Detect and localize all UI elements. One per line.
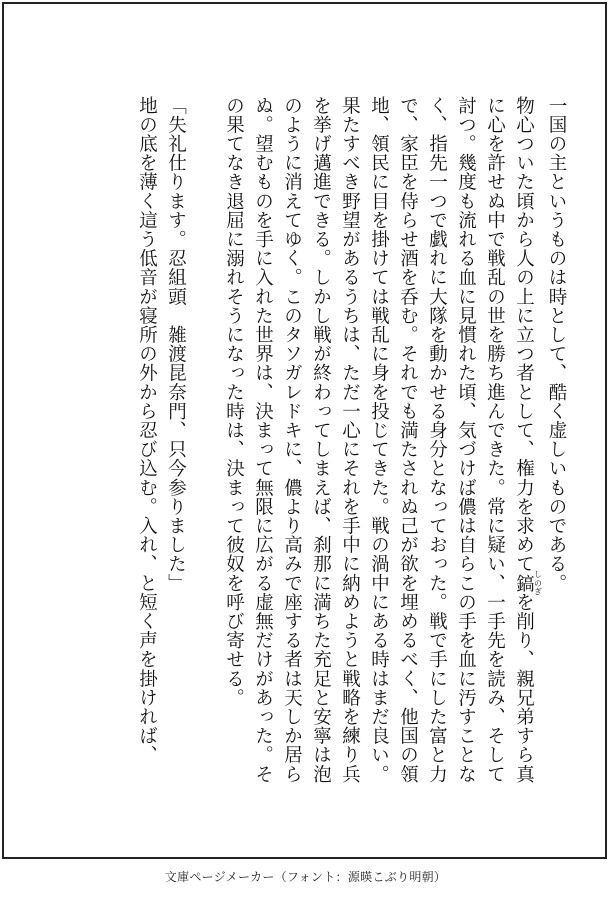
page-frame [2,2,607,859]
paragraph-opening: 一国の主というものは時として、酷く虚しいものである。 [546,96,567,593]
paragraph-main: 物心ついた頃から人の上に立つ者として、権力を求めて鎬 しのぎを削り、親兄弟すら真に心を許せぬ中で戦乱の世を勝ち進んできた。常に疑い、一手先を読み、そして討つ。幾度も流れる血に見慣れた頃、気づけば儂は自らこの手を血に汚すことなく、指先一つで戯れに大隊を動かせる身分となっておった。戦で手にした富と力で、家臣を侍らせ酒を呑む。それでも満たされぬ己が欲を埋めるべく、他国の領地、領民に目を掛けては戦乱に身を投じてきた。戦の渦中にある時はまだ良い。果たすべき野望があるうちは、ただ一心にそれを手中に納めようと戦略を練り兵を挙げ邁進できる。しかし戦が終わってしまえば、刹那に満ちた充足と安寧は泡のように消えてゆく。このタソガレドキに、儂より高みで座する者は天しか居らぬ。望むものを手に入れた世界は、決まって無限に広がる虚無だけがあった。その果てなき退屈に溺れそうになった時は、決まって彼奴を呼び寄せる。 [223,96,543,784]
footer-label: 文庫ページメーカー（フォント：源暎こぶり明朝） [164,870,447,884]
paragraph-gap [191,96,220,796]
vertical-text-body [133,96,572,796]
ruby-annotation: 鎬 しのぎ [513,570,543,596]
ruby-reading: しのぎ [533,570,543,596]
paragraph-closing: 地の底を薄く這う低音が寝所の外から忍び込む。入れ、と短く声を掛ければ、 [136,96,158,765]
paragraph-dialogue: 「失礼仕ります。忍組頭 雑渡昆奈門、只今参りました」 [165,96,187,593]
